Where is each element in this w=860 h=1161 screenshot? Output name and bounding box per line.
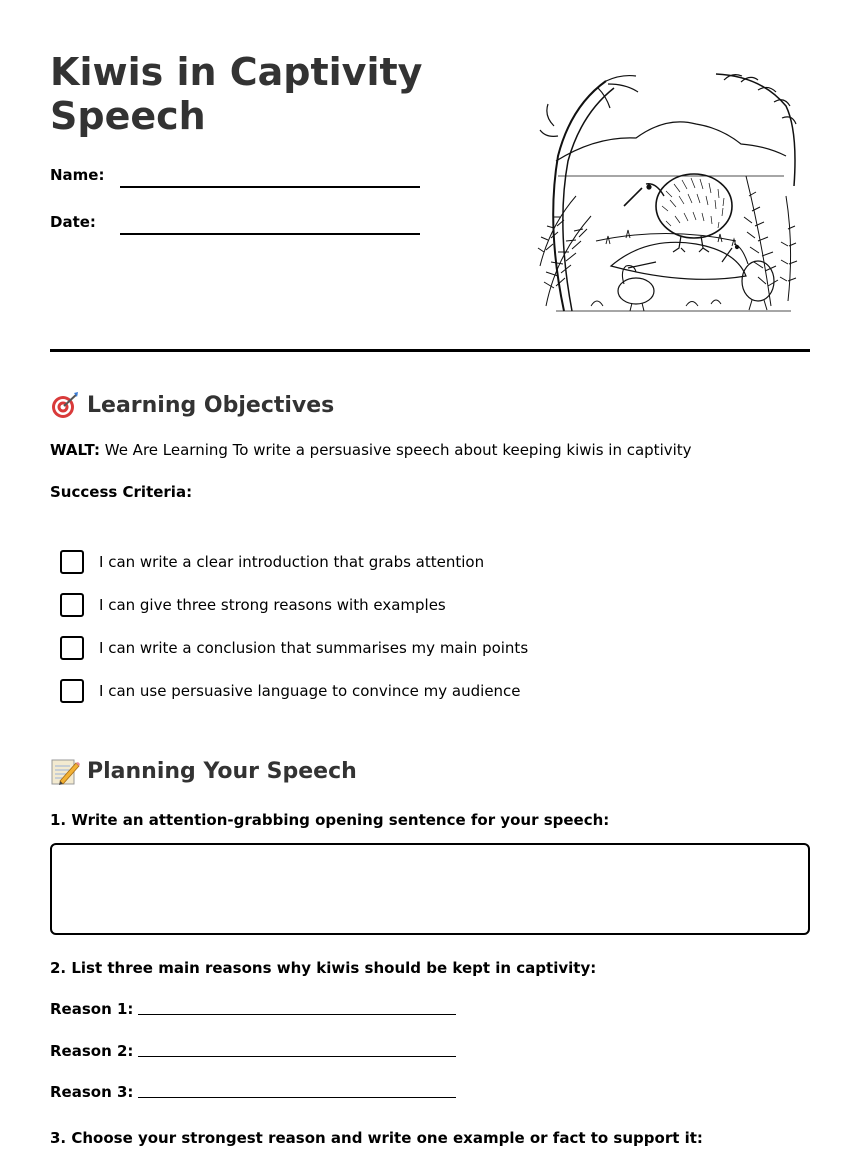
reason-1-row[interactable] <box>50 1000 456 1018</box>
name-label: Name: <box>50 166 105 184</box>
reason-2-line[interactable] <box>138 1055 456 1057</box>
reason-3-row[interactable] <box>50 1083 456 1101</box>
date-label: Date: <box>50 213 96 231</box>
name-field[interactable] <box>50 166 420 192</box>
reason-3-line[interactable] <box>138 1096 456 1098</box>
criteria-text: I can use persuasive language to convince my audience <box>99 682 521 700</box>
checkbox[interactable] <box>60 679 84 703</box>
name-line[interactable] <box>120 186 420 188</box>
question-3: 3. Choose your strongest reason and write one example or fact to support it: <box>50 1129 703 1147</box>
reason-3-label: Reason 3: <box>50 1083 134 1101</box>
learning-objectives-heading <box>50 390 334 420</box>
checkbox[interactable] <box>60 636 84 660</box>
reason-2-row[interactable] <box>50 1042 456 1060</box>
criteria-text: I can give three strong reasons with examples <box>99 596 446 614</box>
kiwi-forest-illustration <box>536 66 804 316</box>
criteria-item[interactable] <box>60 549 484 575</box>
learning-objectives-title: Learning Objectives <box>87 392 335 418</box>
target-icon <box>50 391 80 419</box>
date-line[interactable] <box>120 233 420 235</box>
memo-pencil-icon <box>50 757 80 785</box>
date-field[interactable] <box>50 213 420 239</box>
page-title: Kiwis in Captivity Speech <box>50 50 423 138</box>
walt-text: We Are Learning To write a persuasive speech about keeping kiwis in captivity <box>99 441 692 459</box>
criteria-item[interactable] <box>60 635 528 661</box>
question-2: 2. List three main reasons why kiwis should be kept in captivity: <box>50 959 597 977</box>
success-criteria-label: Success Criteria: <box>50 483 193 501</box>
walt-label: WALT: <box>50 441 100 459</box>
criteria-item[interactable] <box>60 678 521 704</box>
header-divider <box>50 349 810 352</box>
reason-2-label: Reason 2: <box>50 1042 134 1060</box>
criteria-item[interactable] <box>60 592 446 618</box>
checkbox[interactable] <box>60 593 84 617</box>
reason-1-line[interactable] <box>138 1013 456 1015</box>
planning-heading <box>50 756 357 786</box>
question-1: 1. Write an attention-grabbing opening sentence for your speech: <box>50 811 610 829</box>
reason-1-label: Reason 1: <box>50 1000 134 1018</box>
planning-title: Planning Your Speech <box>87 758 357 784</box>
criteria-text: I can write a conclusion that summarises my main points <box>99 639 529 657</box>
walt-line <box>50 441 692 459</box>
opening-sentence-box[interactable] <box>50 843 810 935</box>
criteria-text: I can write a clear introduction that grabs attention <box>99 553 485 571</box>
checkbox[interactable] <box>60 550 84 574</box>
